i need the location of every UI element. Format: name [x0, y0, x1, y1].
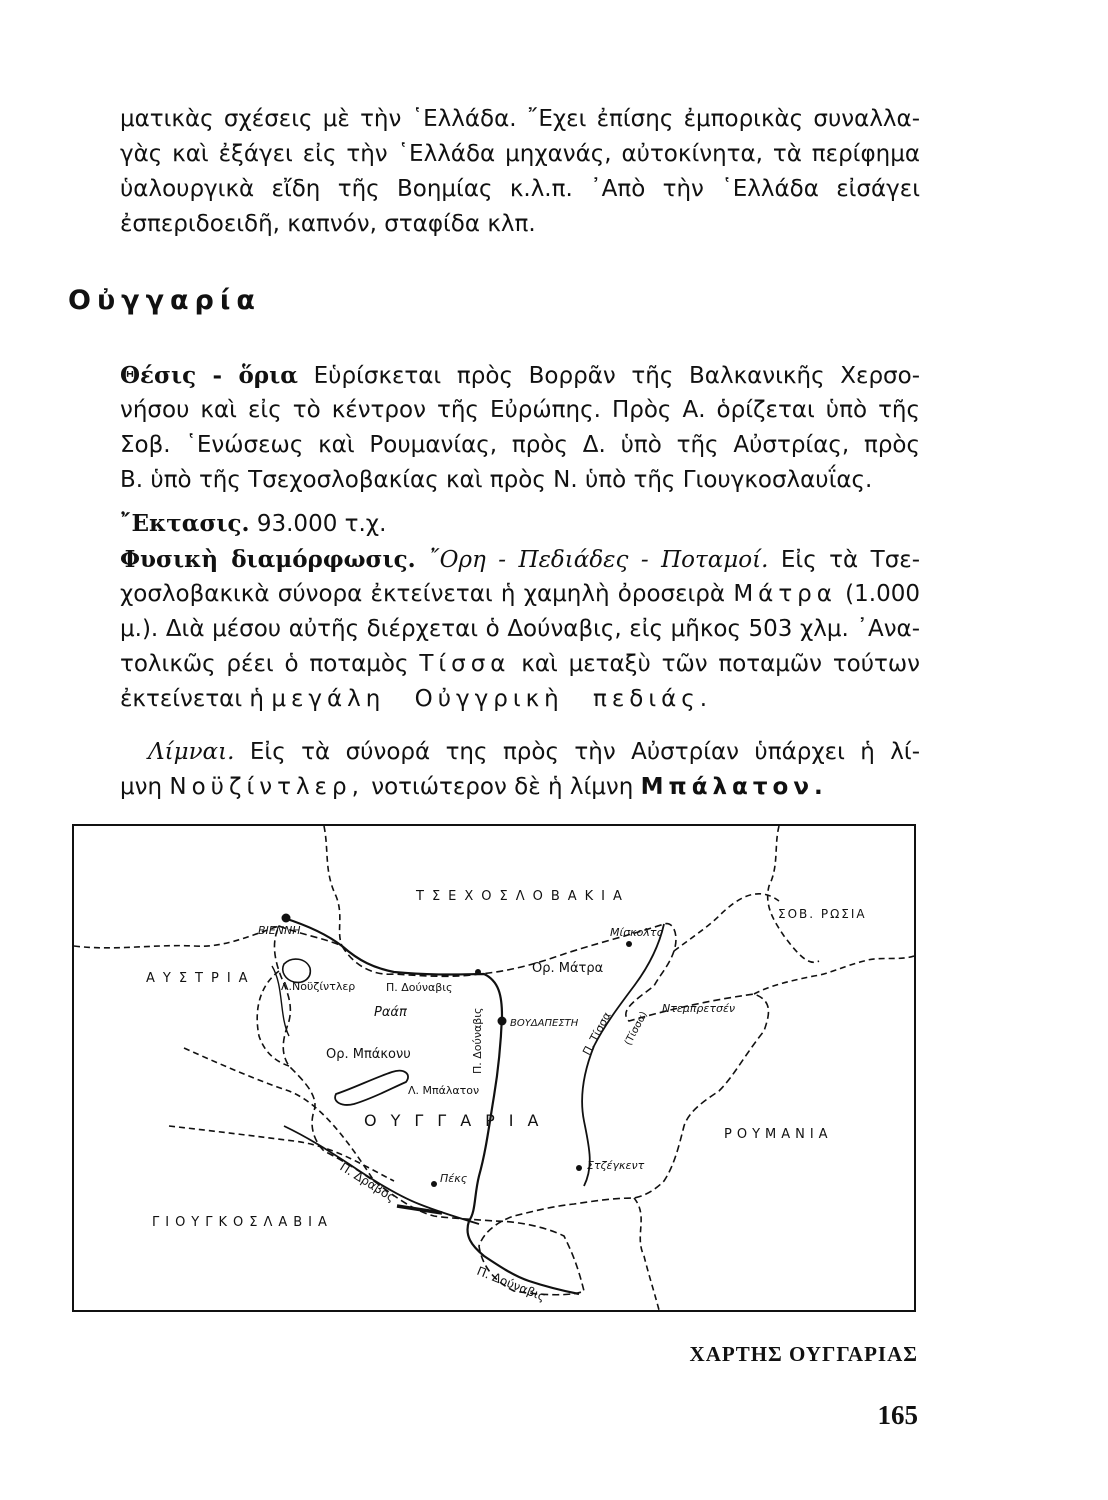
border-ussr [768, 826, 819, 962]
intro-line: ματικὰς σχέσεις μὲ τὴν ῾Ελλάδα. ῎Εχει ἐπίσης ἐμπορικὰς συναλλα- [120, 106, 920, 132]
tisza-name: Τίσσα [419, 651, 511, 677]
physical-text: καὶ μεταξὺ τῶν ποταμῶν τούτων [521, 651, 921, 677]
balaton-name: Μπάλατον. [640, 774, 828, 800]
physical-text: (1.000 [845, 581, 920, 607]
matra-name: Μάτρα [733, 581, 837, 607]
label-czech: ΤΣΕΧΟΣΛΟΒΑΚΙΑ [416, 889, 630, 904]
physical-text: τολικῶς ρέει ὁ ποταμὸς [120, 651, 409, 677]
physical-line [120, 682, 920, 717]
label-yugoslavia: ΓΙΟΥΓΚΟΣΛΑΒΙΑ [152, 1215, 333, 1230]
intro-line: ὑαλουργικὰ εἴδη τῆς Βοημίας κ.λ.π. ᾿Απὸ τὴν ῾Ελλάδα εἰσάγει [120, 176, 920, 202]
border-romania-south [634, 1198, 659, 1310]
miskolc-dot [626, 941, 632, 947]
budapest-dot [498, 1017, 507, 1026]
map-of-hungary [72, 824, 916, 1312]
label-budapest: ΒΟΥΔΑΠΕΣΤΗ [510, 1018, 579, 1029]
plain-word-3: πεδιάς. [593, 686, 713, 712]
pecs-dot [431, 1181, 437, 1187]
lakes-label: Λίμναι. [148, 739, 235, 765]
area-value: 93.000 τ.χ. [256, 511, 387, 537]
label-tisza-2: (Τίσσα) [622, 1009, 650, 1048]
intro-paragraph [120, 102, 920, 242]
border-west [74, 926, 279, 948]
label-bakony: Ορ. Μπάκονυ [326, 1047, 411, 1062]
map-caption: ΧΑΡΤΗΣ ΟΥΓΓΑΡΙΑΣ [689, 1342, 918, 1366]
szeged-dot [576, 1165, 582, 1171]
plain-word-2: Οὐγγρικὴ [414, 686, 564, 712]
physical-line [120, 542, 920, 577]
physical-line [120, 577, 920, 612]
lakes-text: Εἰς τὰ σύνορά της πρὸς τὴν Αὐστρίαν ὑπάρχει ἡ λί- [249, 739, 921, 765]
plain-word-1: μεγάλη [271, 686, 386, 712]
label-ussr: ΣΟΒ. ΡΩΣΙΑ [778, 907, 867, 921]
position-line: Β. ὑπὸ τῆς Τσεχοσλοβακίας καὶ πρὸς Ν. ὑπὸ τῆς Γιουγκοσλαυΐας. [120, 467, 873, 493]
border-north [324, 826, 342, 946]
lakes-text: μνη [120, 774, 163, 800]
border-ussr2 [754, 956, 914, 994]
area-label: ῎Εκτασις. [120, 510, 250, 537]
label-matra: Ορ. Μάτρα [532, 961, 604, 976]
position-line [120, 358, 920, 393]
physical-line: μ.). Διὰ μέσου αὐτῆς διέρχεται ὁ Δούναβις, εἰς μῆκος 503 χλμ. ᾿Ανα- [120, 616, 920, 642]
label-romania: ΡΟΥΜΑΝΙΑ [724, 1127, 833, 1142]
label-neusiedl: Λ.Νοϋζίντλερ [281, 980, 356, 993]
label-miskolc: Μίσκολτς [610, 926, 663, 939]
position-line: νήσου καὶ εἰς τὸ κέντρον τῆς Εὐρώπης. Πρὸς Α. ὁρίζεται ὑπὸ τῆς [120, 397, 920, 423]
page-number: 165 [877, 1400, 918, 1430]
label-debrecen: Ντεμπρετσέν [662, 1002, 736, 1015]
label-danube-north: Π. Δούναβις [386, 981, 453, 994]
section-title: Οὐγγαρία [68, 285, 261, 316]
label-szeged: Στζέγκεντ [587, 1159, 645, 1172]
intro-line: γὰς καὶ ἐξάγει εἰς τὴν ῾Ελλάδα μηχανάς, αὐτοκίνητα, τὰ περίφημα [120, 141, 920, 167]
neusiedl-name: Νοϋζίντλερ, [169, 774, 364, 800]
neusiedl-lake [283, 959, 311, 982]
area-line [120, 506, 920, 541]
border-east [674, 894, 779, 951]
label-danube-south: Π. Δούναβις [474, 1263, 548, 1304]
intro-line: ἐσπεριδοειδῆ, καπνόν, σταφίδα κλπ. [120, 211, 536, 237]
label-hungary: ΟΥΓΓΑΡΙΑ [364, 1111, 553, 1130]
physical-text: χοσλοβακικὰ σύνορα ἐκτείνεται ἡ χαμηλὴ ὀροσειρὰ [120, 581, 726, 607]
vienna-dot [282, 914, 291, 923]
label-tisza: Π. Τίσσα [580, 1009, 614, 1058]
position-label: Θέσις - ὅρια [120, 362, 298, 389]
label-raab: Ραάπ [374, 1005, 407, 1020]
label-austria: ΑΥΣΤΡΙΑ [146, 971, 256, 986]
physical-text: Εἰς τὰ Τσε- [780, 547, 921, 573]
balaton-lake [335, 1071, 408, 1105]
physical-paragraph [120, 542, 920, 717]
label-balaton: Λ. Μπάλατον [408, 1084, 480, 1097]
physical-label: Φυσικὴ διαμόρφωσις. [120, 546, 416, 573]
label-vienna: ΒΙΕΝΝΗ [258, 924, 301, 937]
lakes-line [120, 770, 920, 805]
label-pecs: Πέκς [440, 1172, 468, 1185]
position-line: Σοβ. ῾Ενώσεως καὶ Ρουμανίας, πρὸς Δ. ὑπὸ τῆς Αὐστρίας, πρὸς [120, 432, 920, 458]
physical-text: ἐκτείνεται ἡ [120, 686, 265, 712]
lakes-text: νοτιώτερον δὲ ἡ λίμνη [371, 774, 634, 800]
label-drava: Π. Δράβος [337, 1159, 398, 1205]
position-paragraph [120, 358, 920, 498]
label-danube-mid: Π. Δούναβις [471, 1007, 484, 1074]
map-svg [74, 826, 914, 1310]
physical-subtitle: ῎Ορη - Πεδιάδες - Ποταμοί. [428, 547, 769, 573]
physical-line [120, 647, 920, 682]
lakes-line [120, 735, 920, 770]
position-text: Εὑρίσκεται πρὸς Βορρᾶν τῆς Βαλκανικῆς Χερσο- [313, 363, 921, 389]
gyor-dot [475, 969, 481, 975]
lakes-paragraph [120, 735, 920, 805]
area-paragraph [120, 506, 920, 541]
